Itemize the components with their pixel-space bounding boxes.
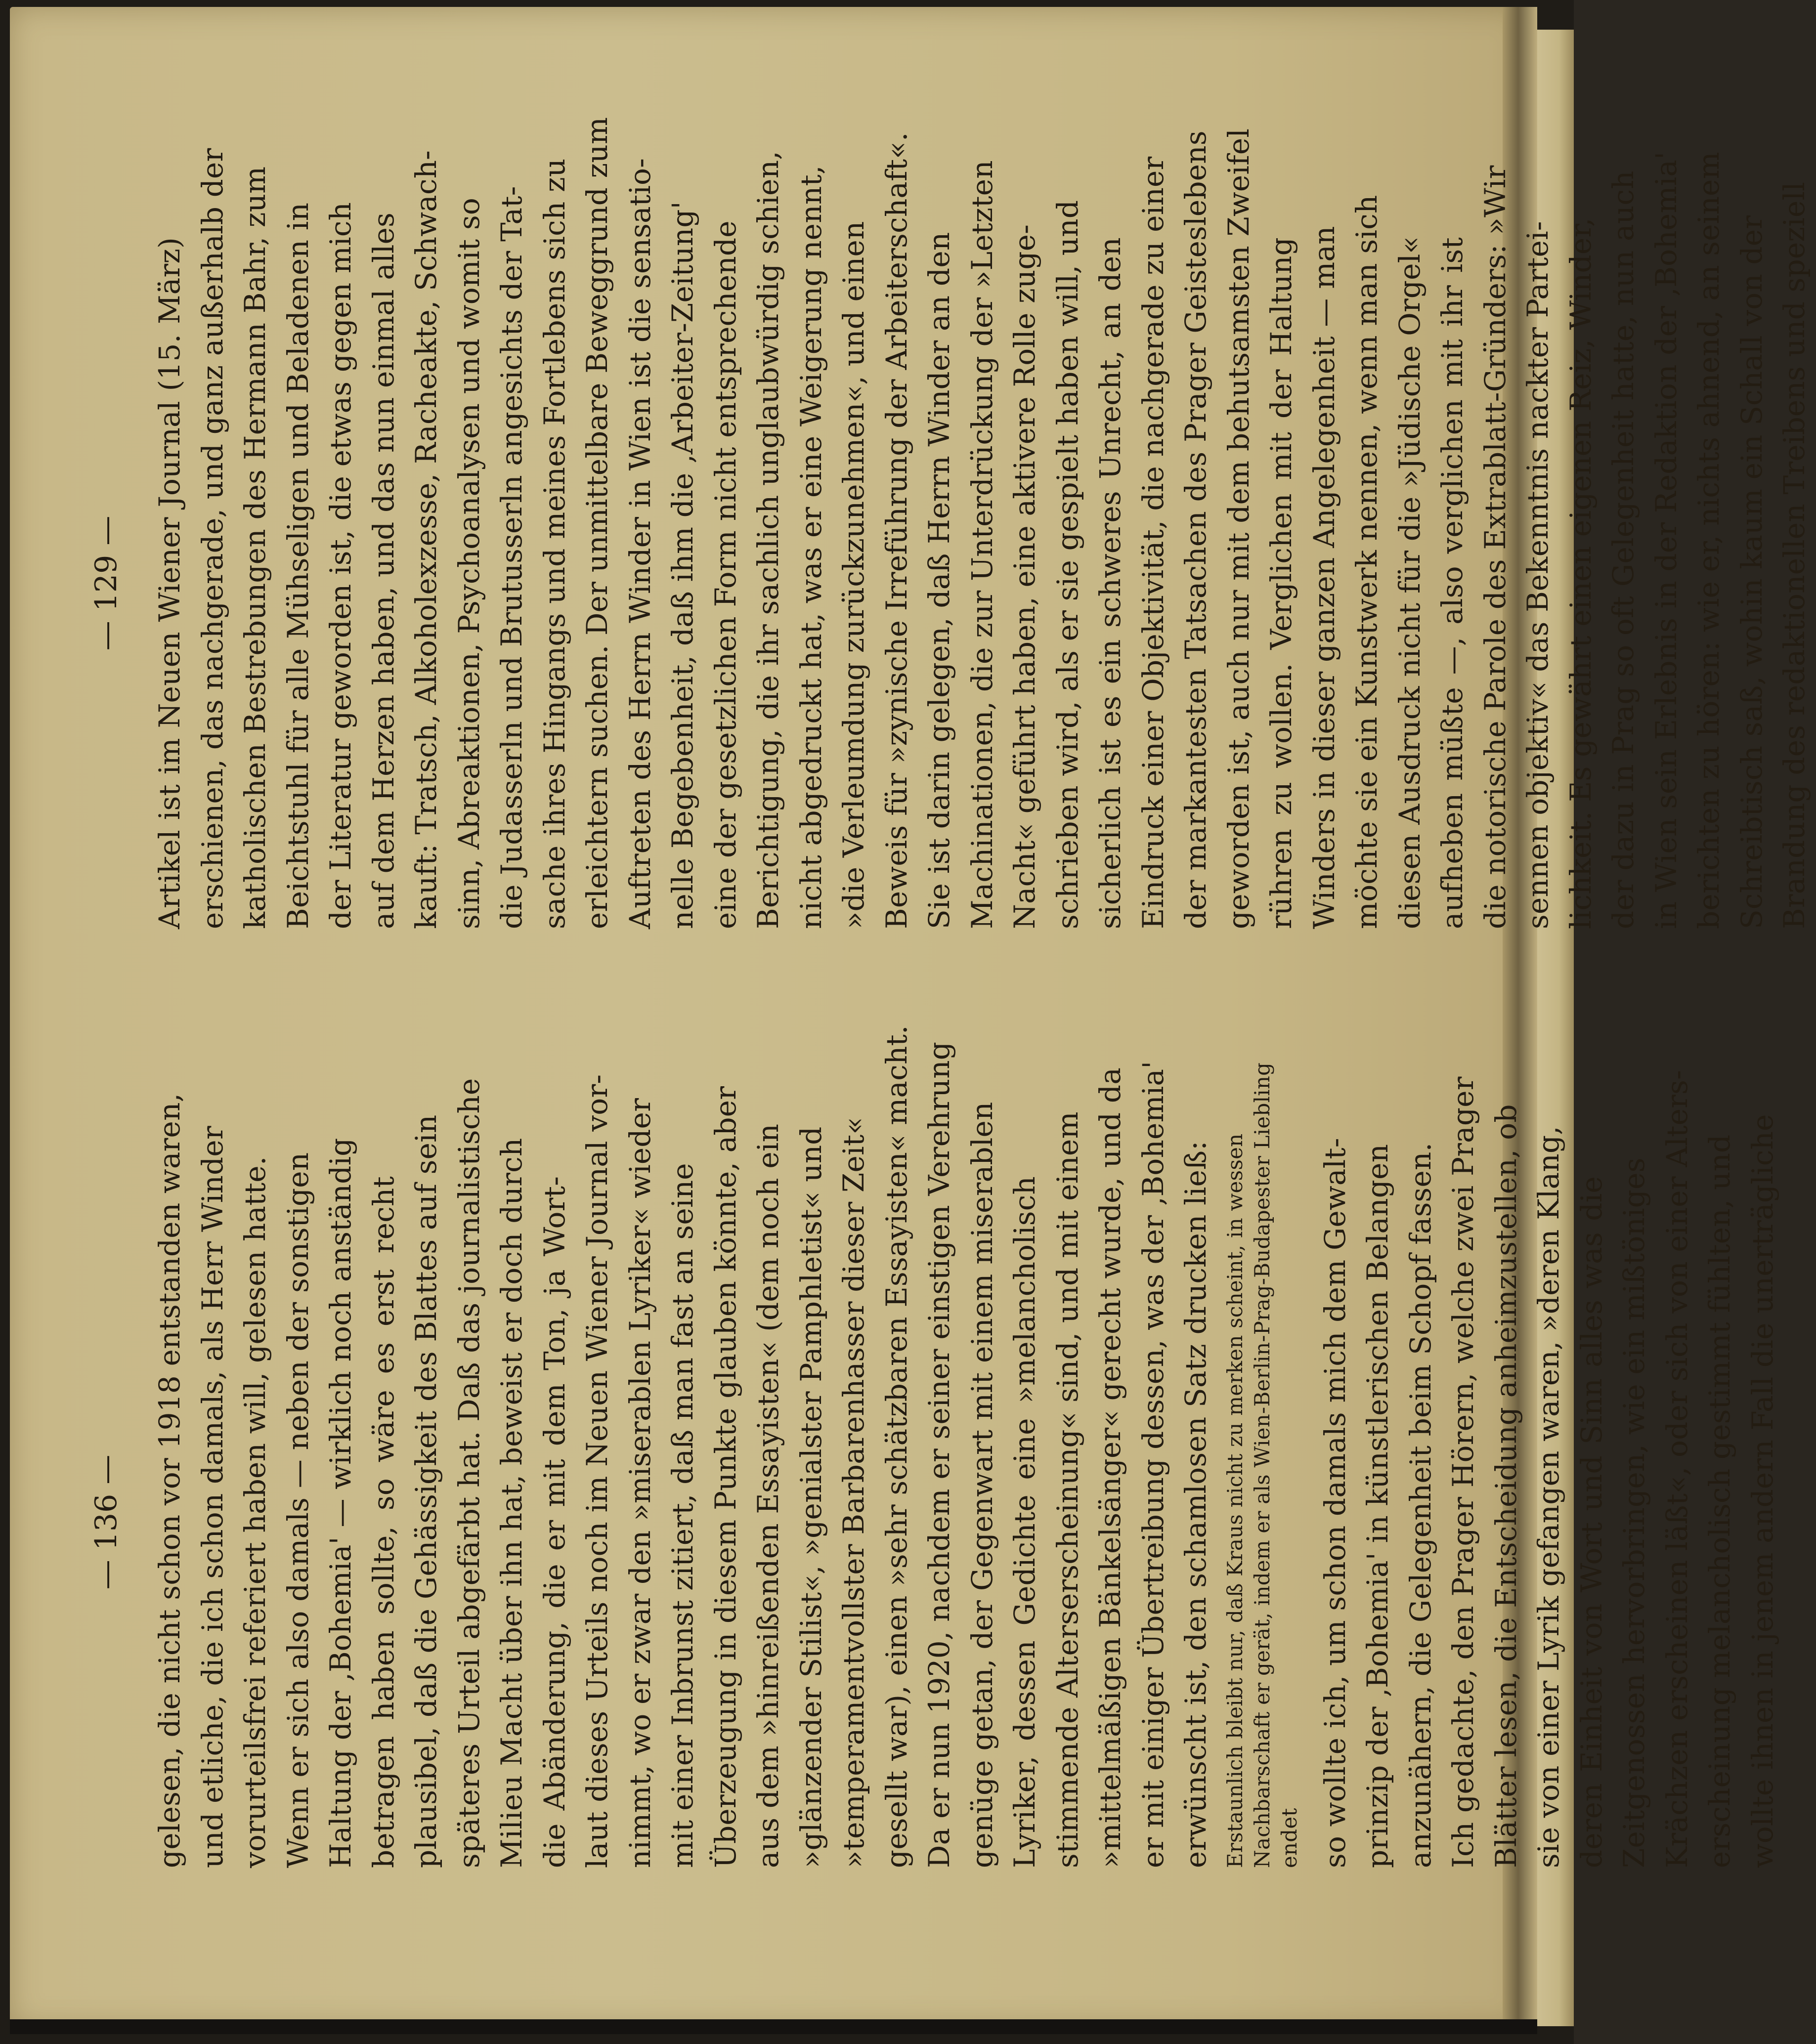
- text-line: der Literatur geworden ist, die etwas gegen mich: [324, 202, 357, 929]
- text-line: Sie ist darin gelegen, daß Herrn Winder an den: [922, 232, 956, 929]
- text-line: sicherlich ist es ein schweres Unrecht, an den: [1093, 237, 1127, 929]
- text-line: die notorische Parole des Extrablatt-Gründers: »Wir: [1478, 165, 1512, 929]
- text-line: sie von einer Lyrik gefangen waren, »deren Klang,: [1532, 1126, 1565, 1868]
- text-line: vorurteilsfrei referiert haben will, gelesen hatte.: [238, 1156, 272, 1868]
- text-line: Da er nun 1920, nachdem er seiner einstigen Verehrung: [922, 1041, 956, 1868]
- text-line: Berichtigung, die ihr sachlich unglaubwürdig schien,: [751, 151, 785, 929]
- text-line: Krächzen erscheinen läßt«, oder sich von einer Alters-: [1660, 1070, 1694, 1868]
- rotated-spread: [89, 117, 1811, 1868]
- text-line: der dazu in Prag so oft Gelegenheit hatte, nun auch: [1606, 170, 1640, 929]
- text-line: der markantesten Tatsachen des Prager Geisteslebens: [1179, 130, 1212, 929]
- text-line: späteres Urteil abgefärbt hat. Daß das journalistische: [452, 1078, 486, 1868]
- text-line: so wollte ich, um schon damals mich dem Gewalt-: [1318, 1138, 1352, 1868]
- text-line: genüge getan, der Gegenwart mit einem miserablen: [965, 1102, 999, 1868]
- text-line: nelle Begebenheit, daß ihm die ‚Arbeiter-Zeitung': [666, 201, 699, 929]
- text-line: Blätter lesen, die Entscheidung anheimzustellen, ob: [1489, 1104, 1523, 1868]
- text-line: lichkeit. Es gewährt einen eigenen Reiz, Winder,: [1563, 217, 1598, 929]
- text-line: katholischen Bestrebungen des Hermann Bahr, zum: [238, 166, 272, 929]
- text-line: Schreibtisch saß, wohin kaum ein Schall von der: [1734, 215, 1769, 929]
- text-line: erscheinung melancholisch gestimmt fühlten, und: [1703, 1134, 1736, 1868]
- text-line: Lyriker, dessen Gedichte eine »melancholisch: [1008, 1176, 1041, 1868]
- scan-bottom-edge: [10, 2019, 1537, 2034]
- left-text-block-2: [1314, 1070, 1784, 1868]
- text-line: gesellt war), einen »sehr schätzbaren Essayisten« macht.: [879, 1025, 913, 1868]
- text-line: Wenn er sich also damals — neben der sonstigen: [281, 1152, 315, 1868]
- text-line: laut dieses Urteils noch im Neuen Wiener Journal vor-: [580, 1074, 614, 1868]
- text-line: gelesen, die nicht schon vor 1918 entstanden waren,: [153, 1093, 186, 1868]
- text-line: endet: [1277, 1808, 1301, 1868]
- text-line: und etliche, die ich schon damals, als Herr Winder: [195, 1126, 229, 1868]
- text-line: aus dem »hinreißenden Essayisten« (dem noch ein: [751, 1123, 785, 1868]
- text-line: »die Verleumdung zurückzunehmen«, und einen: [837, 221, 870, 929]
- text-line: Erstaunlich bleibt nur, daß Kraus nicht zu merken scheint, in wessen: [1222, 1133, 1247, 1868]
- text-line: plausibel, daß die Gehässigkeit des Blattes auf sein: [409, 1114, 443, 1868]
- text-line: diesen Ausdruck nicht für die »Jüdische Orgel«: [1392, 236, 1427, 929]
- text-line: nimmt, wo er zwar den »miserablen Lyriker« wieder: [623, 1098, 657, 1868]
- page-number-left: — 136 —: [89, 1454, 124, 1590]
- page-number-right: — 129 —: [89, 515, 124, 651]
- right-page-column: [148, 117, 1816, 929]
- text-line: sinn, Abreaktionen, Psychoanalysen und womit so: [452, 197, 486, 929]
- text-line: möchte sie ein Kunstwerk nennen, wenn man sich: [1350, 195, 1384, 929]
- text-line: prinzip der ‚Bohemia' in künstlerischen Belangen: [1361, 1144, 1394, 1868]
- text-line: »glänzender Stilist«, »genialster Pamphletist« und: [794, 1126, 828, 1868]
- text-line: Haltung der ‚Bohemia' — wirklich noch anständig: [324, 1138, 357, 1868]
- text-line: stimmende Alterserscheinung« sind, und mit einem: [1050, 1111, 1084, 1868]
- text-line: er mit einiger Übertreibung dessen, was der ‚Bohemia': [1136, 1061, 1170, 1868]
- text-line: Brandung des redaktionellen Treibens und speziell: [1777, 181, 1811, 929]
- text-line: Auftreten des Herrn Winder in Wien ist die sensatio-: [623, 158, 657, 929]
- text-line: Winders in dieser ganzen Angelegenheit — man: [1307, 226, 1341, 929]
- text-line: Nacht« geführt haben, eine aktivere Rolle zuge-: [1008, 224, 1041, 929]
- text-line: Zeitgenossen hervorbringen, wie ein mißtöniges: [1617, 1157, 1651, 1868]
- text-line: geworden ist, auch nur mit dem behutsamsten Zweifel: [1221, 128, 1255, 929]
- text-line: eine der gesetzlichen Form nicht entsprechende: [708, 220, 742, 929]
- text-line: deren Einheit von Wort und Sinn alles was die: [1574, 1176, 1608, 1868]
- text-line: anzunähern, die Gelegenheit beim Schopf fassen.: [1403, 1142, 1437, 1868]
- text-line: betragen haben sollte, so wäre es erst recht: [366, 1176, 400, 1868]
- text-line: Eindruck einer Objektivität, die nachgerade zu einer: [1136, 156, 1170, 929]
- text-line: in Wien sein Erlebnis in der Redaktion der ‚Bohemia': [1649, 151, 1683, 929]
- text-line: erschienen, das nachgerade, und ganz außerhalb der: [195, 148, 229, 929]
- text-line: berichten zu hören: wie er, nichts ahnend, an seinem: [1692, 152, 1726, 929]
- text-line: Artikel ist im Neuen Wiener Journal (15. März): [153, 237, 186, 929]
- text-line: Milieu Macht über ihn hat, beweist er doch durch: [495, 1138, 528, 1868]
- text-line: sache ihres Hingangs und meines Fortlebens sich zu: [537, 158, 571, 929]
- footnote: [1221, 1062, 1303, 1868]
- text-line: auf dem Herzen haben, und das nun einmal alles: [366, 212, 400, 929]
- text-line: wollte ihnen in jenem andern Fall die unerträgliche: [1745, 1114, 1779, 1868]
- text-line: sennen objektiv« das Bekenntnis nackter Partei-: [1521, 221, 1555, 929]
- text-line: die Abänderung, die er mit dem Ton, ja Wort-: [537, 1176, 571, 1868]
- text-line: Beweis für »zynische Irreführung der Arbeiterschaft«.: [879, 132, 913, 929]
- text-line: die Judasserln und Brutusserln angesichts der Tat-: [495, 186, 528, 929]
- text-line: mit einer Inbrunst zitiert, daß man fast an seine: [666, 1163, 699, 1868]
- text-line: kauft: Tratsch, Alkoholexzesse, Racheakte, Schwach-: [409, 150, 443, 929]
- text-line: »temperamentvollster Barbarenhasser dieser Zeit«: [837, 1116, 870, 1868]
- text-line: nicht abgedruckt hat, was er eine Weigerung nennt,: [794, 165, 828, 929]
- left-page-column: [148, 1025, 1784, 1868]
- text-line: Beichtstuhl für alle Mühseligen und Beladenen in: [281, 202, 315, 929]
- text-line: Überzeugung in diesem Punkte glauben könnte, aber: [708, 1086, 742, 1868]
- text-line: »mittelmäßigen Bänkelsänger« gerecht wurde, und da: [1093, 1067, 1127, 1868]
- text-line: erleichtern suchen. Der unmittelbare Beweggrund zum: [580, 117, 614, 929]
- text-line: schrieben wird, als er sie gespielt haben will, und: [1050, 200, 1084, 929]
- text-line: Ich gedachte, den Prager Hörern, welche zwei Prager: [1446, 1076, 1480, 1868]
- text-line: aufheben müßte —, also verglichen mit ihr ist: [1435, 237, 1469, 929]
- left-text-block-1: [148, 1025, 1217, 1868]
- text-line: rühren zu wollen. Verglichen mit der Haltung: [1264, 237, 1298, 929]
- text-line: Nachbarschaft er gerät, indem er als Wien-Berlin-Prag-Budapester Liebling: [1250, 1062, 1274, 1868]
- text-line: erwünscht ist, den schamlosen Satz drucken ließ:: [1179, 1141, 1212, 1868]
- text-line: Machinationen, die zur Unterdrückung der »Letzten: [965, 160, 999, 929]
